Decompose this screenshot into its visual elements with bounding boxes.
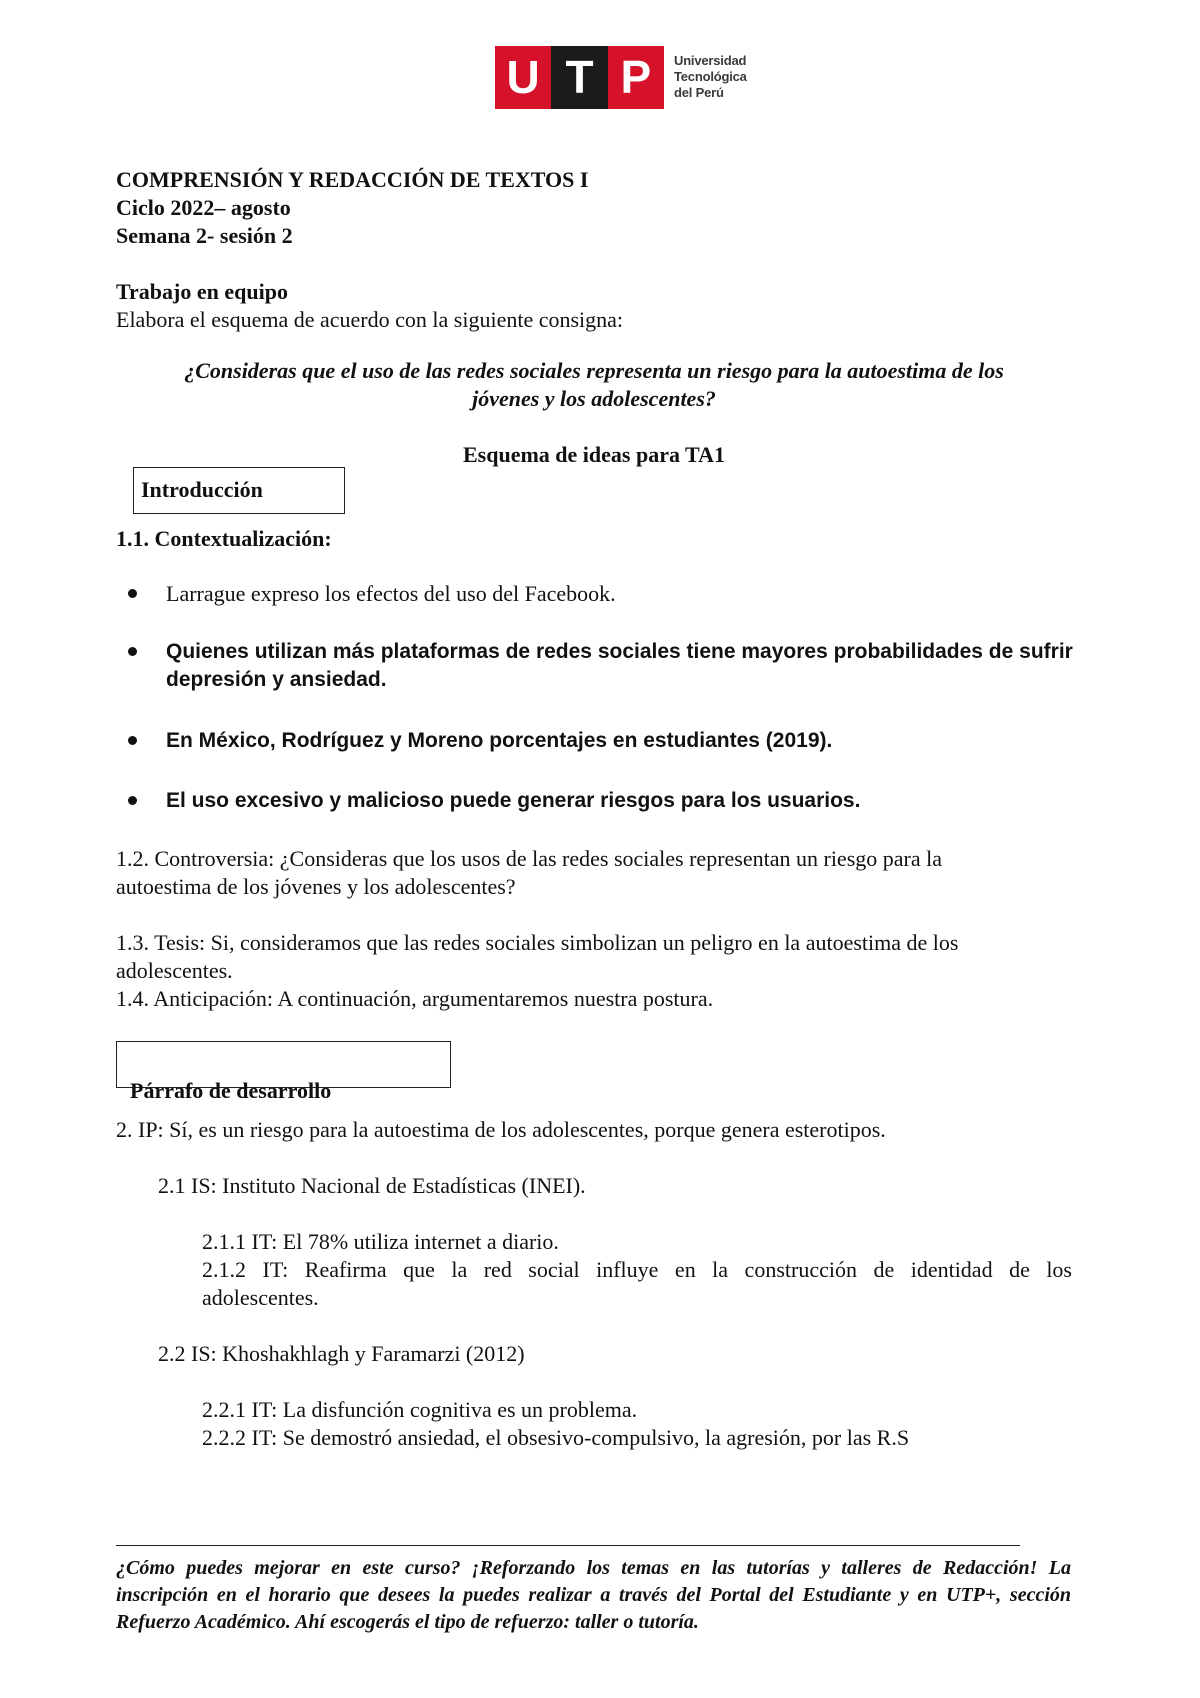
- controversy-line-1: 1.2. Controversia: ¿Consideras que los usos de las redes sociales representan un riesgo para la: [116, 846, 942, 871]
- anticipation-line: 1.4. Anticipación: A continuación, argumentaremos nuestra postura.: [116, 986, 714, 1011]
- question-line-1: ¿Consideras que el uso de las redes sociales representa un riesgo para la autoestima de los: [184, 358, 1004, 383]
- development-box-label: Párrafo de desarrollo: [130, 1078, 332, 1103]
- controversy-line-2: autoestima de los jóvenes y los adolescentes?: [116, 874, 516, 899]
- context-heading: 1.1. Contextualización:: [116, 526, 332, 551]
- bullet-item-1: Larrague expreso los efectos del uso del Facebook.: [166, 581, 616, 606]
- bullet-item-4: El uso excesivo y malicioso puede generar riesgos para los usuarios.: [166, 789, 861, 812]
- logo-wordmark: [674, 53, 747, 101]
- it-1-2-line: 2.1.2 IT: Reafirma que la red social influye en la construcción de identidad de los: [202, 1257, 1072, 1282]
- bullet-dot: [128, 736, 137, 745]
- utp-logo-mark: [495, 46, 664, 109]
- footer-line-3: Refuerzo Académico. Ahí escogerás el tipo de refuerzo: taller o tutoría.: [116, 1611, 699, 1633]
- bullet-dot: [128, 589, 137, 598]
- thesis-line-2: adolescentes.: [116, 958, 233, 983]
- cycle-label: Ciclo 2022– agosto: [116, 195, 291, 220]
- it-2-1-line: 2.2.1 IT: La disfunción cognitiva es un problema.: [202, 1397, 638, 1422]
- footer-rule: [116, 1545, 1020, 1546]
- logo-letter-u: U: [495, 46, 551, 109]
- bullet-item-2: Quienes utilizan más plataformas de redes sociales tiene mayores probabilidades de sufrir: [166, 640, 1073, 663]
- scheme-title: Esquema de ideas para TA1: [462, 442, 725, 467]
- thesis-line-1: 1.3. Tesis: Si, consideramos que las redes sociales simbolizan un peligro en la autoestima de los: [116, 930, 959, 955]
- it-1-1-line: 2.1.1 IT: El 78% utiliza internet a diario.: [202, 1229, 559, 1254]
- is-1-line: 2.1 IS: Instituto Nacional de Estadísticas (INEI).: [158, 1173, 586, 1198]
- task-title: Trabajo en equipo: [116, 279, 288, 304]
- bullet-dot: [128, 647, 137, 656]
- it-2-2-line: 2.2.2 IT: Se demostró ansiedad, el obsesivo-compulsivo, la agresión, por las R.S: [202, 1425, 910, 1450]
- is-2-line: 2.2 IS: Khoshakhlagh y Faramarzi (2012): [158, 1341, 525, 1366]
- logo-line-3: del Perú: [674, 85, 724, 100]
- bullet-item-2-cont: depresión y ansiedad.: [166, 668, 387, 691]
- bullet-dot: [128, 796, 137, 805]
- bullet-item-3: En México, Rodríguez y Moreno porcentajes en estudiantes (2019).: [166, 729, 833, 752]
- logo-line-2: Tecnológica: [674, 69, 747, 84]
- ip-line: 2. IP: Sí, es un riesgo para la autoestima de los adolescentes, porque genera esterotipos.: [116, 1117, 886, 1142]
- logo-letter-t: T: [551, 46, 607, 109]
- utp-logo: [495, 45, 765, 109]
- course-title: COMPRENSIÓN Y REDACCIÓN DE TEXTOS I: [116, 167, 589, 192]
- footer-line-1: ¿Cómo puedes mejorar en este curso? ¡Reforzando los temas en las tutorías y talleres de Redacción! La: [116, 1557, 1071, 1579]
- task-instruction: Elabora el esquema de acuerdo con la siguiente consigna:: [116, 307, 624, 332]
- intro-box: [133, 467, 345, 514]
- intro-box-label: Introducción: [141, 477, 263, 502]
- footer-line-2: inscripción en el horario que desees la puedes realizar a través del Portal del Estudiante y en UTP+, sección: [116, 1584, 1071, 1606]
- logo-line-1: Universidad: [674, 53, 747, 68]
- it-1-2-line-cont: adolescentes.: [202, 1285, 319, 1310]
- logo-letter-p: P: [608, 46, 664, 109]
- question-line-2: jóvenes y los adolescentes?: [472, 386, 716, 411]
- week-label: Semana 2- sesión 2: [116, 223, 293, 248]
